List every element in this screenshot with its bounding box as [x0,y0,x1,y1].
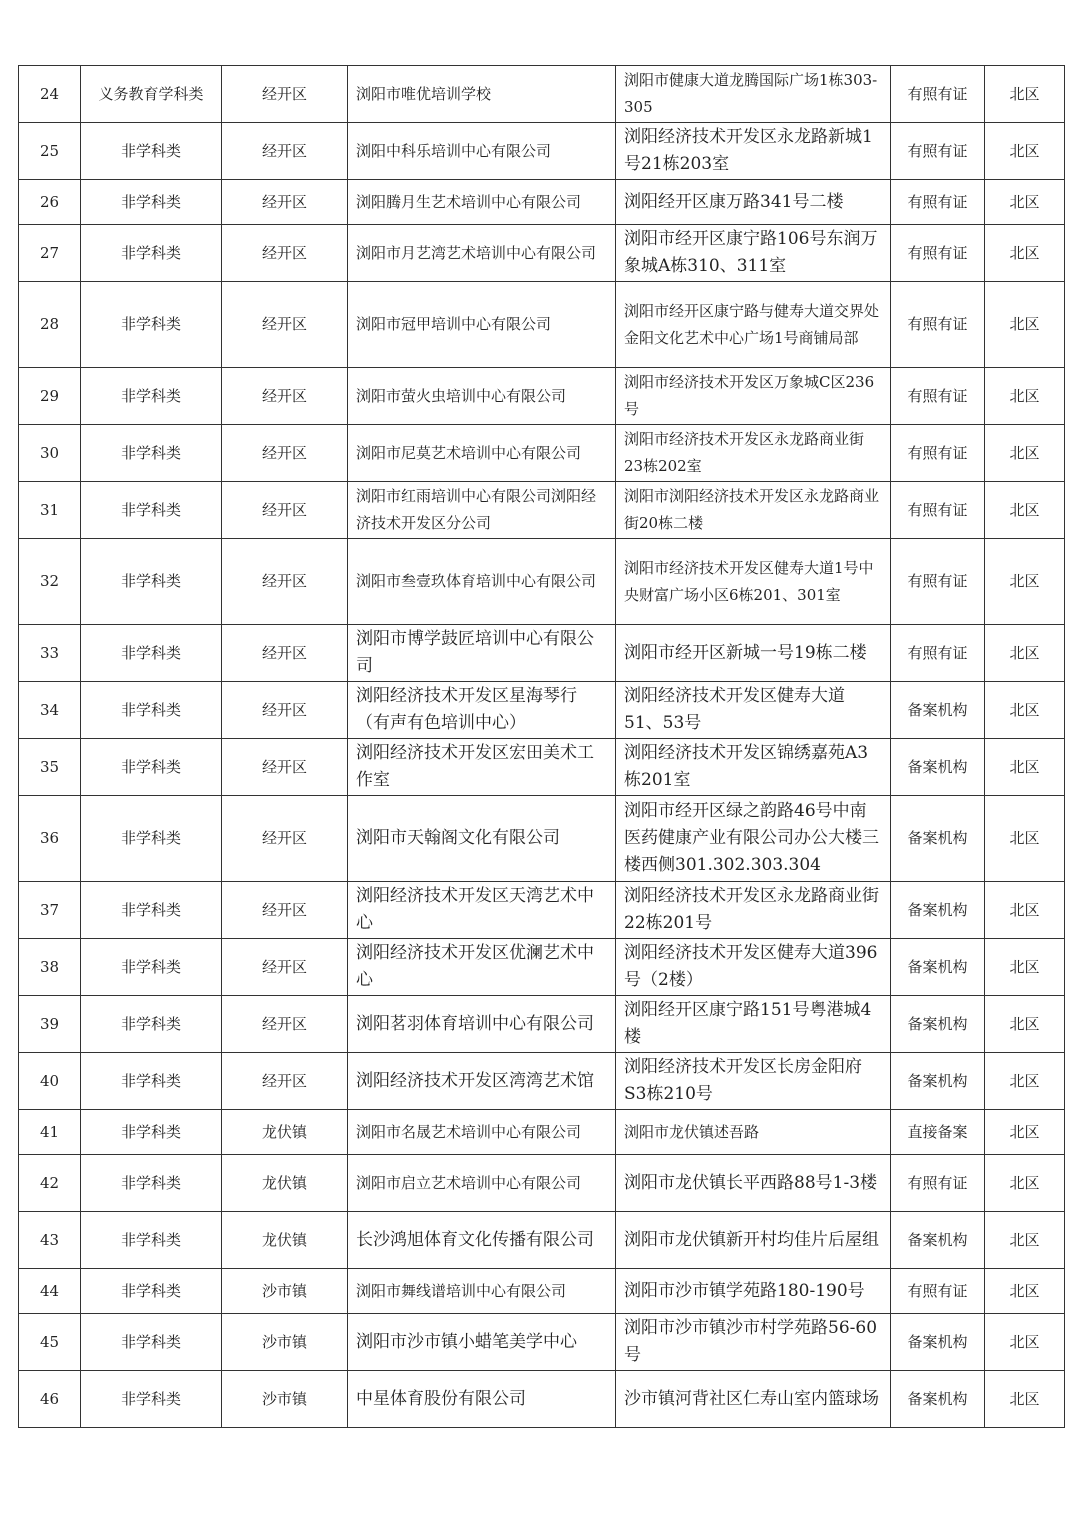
address-cell: 浏阳市经开区康宁路106号东润万象城A栋310、311室 [616,225,891,282]
row-number: 34 [19,682,81,739]
zone-cell: 北区 [985,482,1065,539]
category-cell: 非学科类 [81,796,222,882]
zone-cell: 北区 [985,539,1065,625]
institution-name-cell: 浏阳经济技术开发区湾湾艺术馆 [348,1053,616,1110]
district-cell: 经开区 [222,996,348,1053]
institution-name-cell: 浏阳市博学鼓匠培训中心有限公司 [348,625,616,682]
district-cell: 经开区 [222,66,348,123]
address-cell: 浏阳市浏阳经济技术开发区永龙路商业街20栋二楼 [616,482,891,539]
table-row [19,482,1065,539]
address-cell: 浏阳经济技术开发区永龙路新城1号21栋203室 [616,123,891,180]
zone-cell: 北区 [985,225,1065,282]
district-cell: 经开区 [222,180,348,225]
zone-cell: 北区 [985,739,1065,796]
row-number: 38 [19,939,81,996]
institution-name-cell: 浏阳市沙市镇小蜡笔美学中心 [348,1314,616,1371]
zone-cell: 北区 [985,1371,1065,1428]
category-cell: 非学科类 [81,739,222,796]
row-number: 36 [19,796,81,882]
address-cell: 浏阳经济技术开发区健寿大道51、53号 [616,682,891,739]
license-status-cell: 备案机构 [891,1053,985,1110]
category-cell: 非学科类 [81,1269,222,1314]
row-number: 41 [19,1110,81,1155]
zone-cell: 北区 [985,282,1065,368]
table-row [19,1053,1065,1110]
category-cell: 非学科类 [81,1155,222,1212]
row-number: 25 [19,123,81,180]
row-number: 32 [19,539,81,625]
row-number: 29 [19,368,81,425]
table-row [19,796,1065,882]
institution-name-cell: 浏阳茗羽体育培训中心有限公司 [348,996,616,1053]
table-row [19,123,1065,180]
row-number: 26 [19,180,81,225]
address-cell: 浏阳市经开区新城一号19栋二楼 [616,625,891,682]
row-number: 44 [19,1269,81,1314]
table-row [19,882,1065,939]
category-cell: 非学科类 [81,1110,222,1155]
zone-cell: 北区 [985,882,1065,939]
license-status-cell: 直接备案 [891,1110,985,1155]
district-cell: 沙市镇 [222,1371,348,1428]
address-cell: 浏阳市经济技术开发区健寿大道1号中央财富广场小区6栋201、301室 [616,539,891,625]
table-body [19,66,1065,1428]
table-row [19,282,1065,368]
category-cell: 非学科类 [81,1053,222,1110]
institution-name-cell: 浏阳市天翰阁文化有限公司 [348,796,616,882]
institution-name-cell: 浏阳市萤火虫培训中心有限公司 [348,368,616,425]
institution-name-cell: 浏阳市启立艺术培训中心有限公司 [348,1155,616,1212]
zone-cell: 北区 [985,123,1065,180]
district-cell: 经开区 [222,368,348,425]
zone-cell: 北区 [985,425,1065,482]
category-cell: 非学科类 [81,939,222,996]
table-row [19,66,1065,123]
institution-name-cell: 浏阳市红雨培训中心有限公司浏阳经济技术开发区分公司 [348,482,616,539]
district-cell: 经开区 [222,1053,348,1110]
address-cell: 浏阳市经济技术开发区永龙路商业街23栋202室 [616,425,891,482]
table-row [19,939,1065,996]
address-cell: 浏阳市龙伏镇述吾路 [616,1110,891,1155]
category-cell: 非学科类 [81,996,222,1053]
row-number: 31 [19,482,81,539]
address-cell: 浏阳市经济技术开发区万象城C区236号 [616,368,891,425]
zone-cell: 北区 [985,1212,1065,1269]
table-row [19,425,1065,482]
institution-name-cell: 浏阳腾月生艺术培训中心有限公司 [348,180,616,225]
table-row [19,539,1065,625]
category-cell: 非学科类 [81,425,222,482]
license-status-cell: 备案机构 [891,1212,985,1269]
district-cell: 经开区 [222,225,348,282]
district-cell: 经开区 [222,882,348,939]
license-status-cell: 有照有证 [891,625,985,682]
district-cell: 经开区 [222,282,348,368]
district-cell: 经开区 [222,739,348,796]
address-cell: 浏阳经济技术开发区永龙路商业街22栋201号 [616,882,891,939]
address-cell: 浏阳市经开区康宁路与健寿大道交界处金阳文化艺术中心广场1号商铺局部 [616,282,891,368]
zone-cell: 北区 [985,66,1065,123]
institution-name-cell: 浏阳市月艺湾艺术培训中心有限公司 [348,225,616,282]
table-row [19,1269,1065,1314]
zone-cell: 北区 [985,625,1065,682]
zone-cell: 北区 [985,682,1065,739]
zone-cell: 北区 [985,996,1065,1053]
row-number: 42 [19,1155,81,1212]
institution-name-cell: 浏阳市舞线谱培训中心有限公司 [348,1269,616,1314]
institution-name-cell: 浏阳经济技术开发区天湾艺术中心 [348,882,616,939]
license-status-cell: 有照有证 [891,539,985,625]
table-row [19,682,1065,739]
address-cell: 浏阳市沙市镇学苑路180-190号 [616,1269,891,1314]
table-row [19,625,1065,682]
district-cell: 经开区 [222,482,348,539]
address-cell: 沙市镇河背社区仁寿山室内篮球场 [616,1371,891,1428]
zone-cell: 北区 [985,796,1065,882]
address-cell: 浏阳市健康大道龙腾国际广场1栋303-305 [616,66,891,123]
license-status-cell: 备案机构 [891,882,985,939]
zone-cell: 北区 [985,1155,1065,1212]
document-page [18,65,1064,1428]
district-cell: 龙伏镇 [222,1110,348,1155]
license-status-cell: 有照有证 [891,180,985,225]
category-cell: 非学科类 [81,625,222,682]
table-row [19,1314,1065,1371]
address-cell: 浏阳经济技术开发区健寿大道396号（2楼） [616,939,891,996]
institution-name-cell: 长沙鸿旭体育文化传播有限公司 [348,1212,616,1269]
row-number: 35 [19,739,81,796]
zone-cell: 北区 [985,1053,1065,1110]
institution-name-cell: 浏阳市尼莫艺术培训中心有限公司 [348,425,616,482]
license-status-cell: 有照有证 [891,1155,985,1212]
row-number: 43 [19,1212,81,1269]
table-row [19,739,1065,796]
row-number: 28 [19,282,81,368]
row-number: 39 [19,996,81,1053]
category-cell: 非学科类 [81,123,222,180]
address-cell: 浏阳经开区康万路341号二楼 [616,180,891,225]
zone-cell: 北区 [985,180,1065,225]
institution-name-cell: 浏阳经济技术开发区宏田美术工作室 [348,739,616,796]
license-status-cell: 有照有证 [891,1269,985,1314]
zone-cell: 北区 [985,368,1065,425]
district-cell: 经开区 [222,682,348,739]
address-cell: 浏阳市龙伏镇新开村均佳片后屋组 [616,1212,891,1269]
institution-name-cell: 浏阳市叁壹玖体育培训中心有限公司 [348,539,616,625]
license-status-cell: 备案机构 [891,1314,985,1371]
category-cell: 义务教育学科类 [81,66,222,123]
category-cell: 非学科类 [81,882,222,939]
district-cell: 经开区 [222,123,348,180]
license-status-cell: 备案机构 [891,682,985,739]
institution-name-cell: 中星体育股份有限公司 [348,1371,616,1428]
institution-name-cell: 浏阳市名晟艺术培训中心有限公司 [348,1110,616,1155]
license-status-cell: 备案机构 [891,796,985,882]
license-status-cell: 备案机构 [891,996,985,1053]
license-status-cell: 有照有证 [891,482,985,539]
row-number: 46 [19,1371,81,1428]
row-number: 27 [19,225,81,282]
district-cell: 经开区 [222,796,348,882]
category-cell: 非学科类 [81,1314,222,1371]
district-cell: 经开区 [222,625,348,682]
address-cell: 浏阳市龙伏镇长平西路88号1-3楼 [616,1155,891,1212]
district-cell: 龙伏镇 [222,1212,348,1269]
row-number: 40 [19,1053,81,1110]
category-cell: 非学科类 [81,1212,222,1269]
table-row [19,180,1065,225]
category-cell: 非学科类 [81,180,222,225]
zone-cell: 北区 [985,939,1065,996]
zone-cell: 北区 [985,1314,1065,1371]
category-cell: 非学科类 [81,1371,222,1428]
row-number: 37 [19,882,81,939]
institution-name-cell: 浏阳市冠甲培训中心有限公司 [348,282,616,368]
category-cell: 非学科类 [81,225,222,282]
district-cell: 经开区 [222,939,348,996]
row-number: 24 [19,66,81,123]
license-status-cell: 有照有证 [891,225,985,282]
table-row [19,1371,1065,1428]
district-cell: 经开区 [222,425,348,482]
category-cell: 非学科类 [81,368,222,425]
table-row [19,1110,1065,1155]
license-status-cell: 备案机构 [891,739,985,796]
row-number: 30 [19,425,81,482]
table-row [19,368,1065,425]
address-cell: 浏阳经济技术开发区长房金阳府S3栋210号 [616,1053,891,1110]
license-status-cell: 备案机构 [891,939,985,996]
institution-name-cell: 浏阳经济技术开发区星海琴行（有声有色培训中心） [348,682,616,739]
table-row [19,225,1065,282]
institution-name-cell: 浏阳中科乐培训中心有限公司 [348,123,616,180]
institution-name-cell: 浏阳经济技术开发区优澜艺术中心 [348,939,616,996]
address-cell: 浏阳经济技术开发区锦绣嘉苑A3栋201室 [616,739,891,796]
district-cell: 龙伏镇 [222,1155,348,1212]
zone-cell: 北区 [985,1110,1065,1155]
category-cell: 非学科类 [81,682,222,739]
zone-cell: 北区 [985,1269,1065,1314]
address-cell: 浏阳市经开区绿之韵路46号中南医药健康产业有限公司办公大楼三楼西侧301.302.303.304 [616,796,891,882]
table-row [19,1212,1065,1269]
row-number: 33 [19,625,81,682]
license-status-cell: 有照有证 [891,123,985,180]
row-number: 45 [19,1314,81,1371]
institution-table [18,65,1065,1428]
district-cell: 沙市镇 [222,1314,348,1371]
license-status-cell: 有照有证 [891,368,985,425]
category-cell: 非学科类 [81,482,222,539]
license-status-cell: 有照有证 [891,282,985,368]
table-row [19,1155,1065,1212]
category-cell: 非学科类 [81,539,222,625]
category-cell: 非学科类 [81,282,222,368]
license-status-cell: 有照有证 [891,425,985,482]
table-row [19,996,1065,1053]
district-cell: 沙市镇 [222,1269,348,1314]
license-status-cell: 有照有证 [891,66,985,123]
license-status-cell: 备案机构 [891,1371,985,1428]
institution-name-cell: 浏阳市唯优培训学校 [348,66,616,123]
address-cell: 浏阳市沙市镇沙市村学苑路56-60号 [616,1314,891,1371]
district-cell: 经开区 [222,539,348,625]
address-cell: 浏阳经开区康宁路151号粤港城4楼 [616,996,891,1053]
